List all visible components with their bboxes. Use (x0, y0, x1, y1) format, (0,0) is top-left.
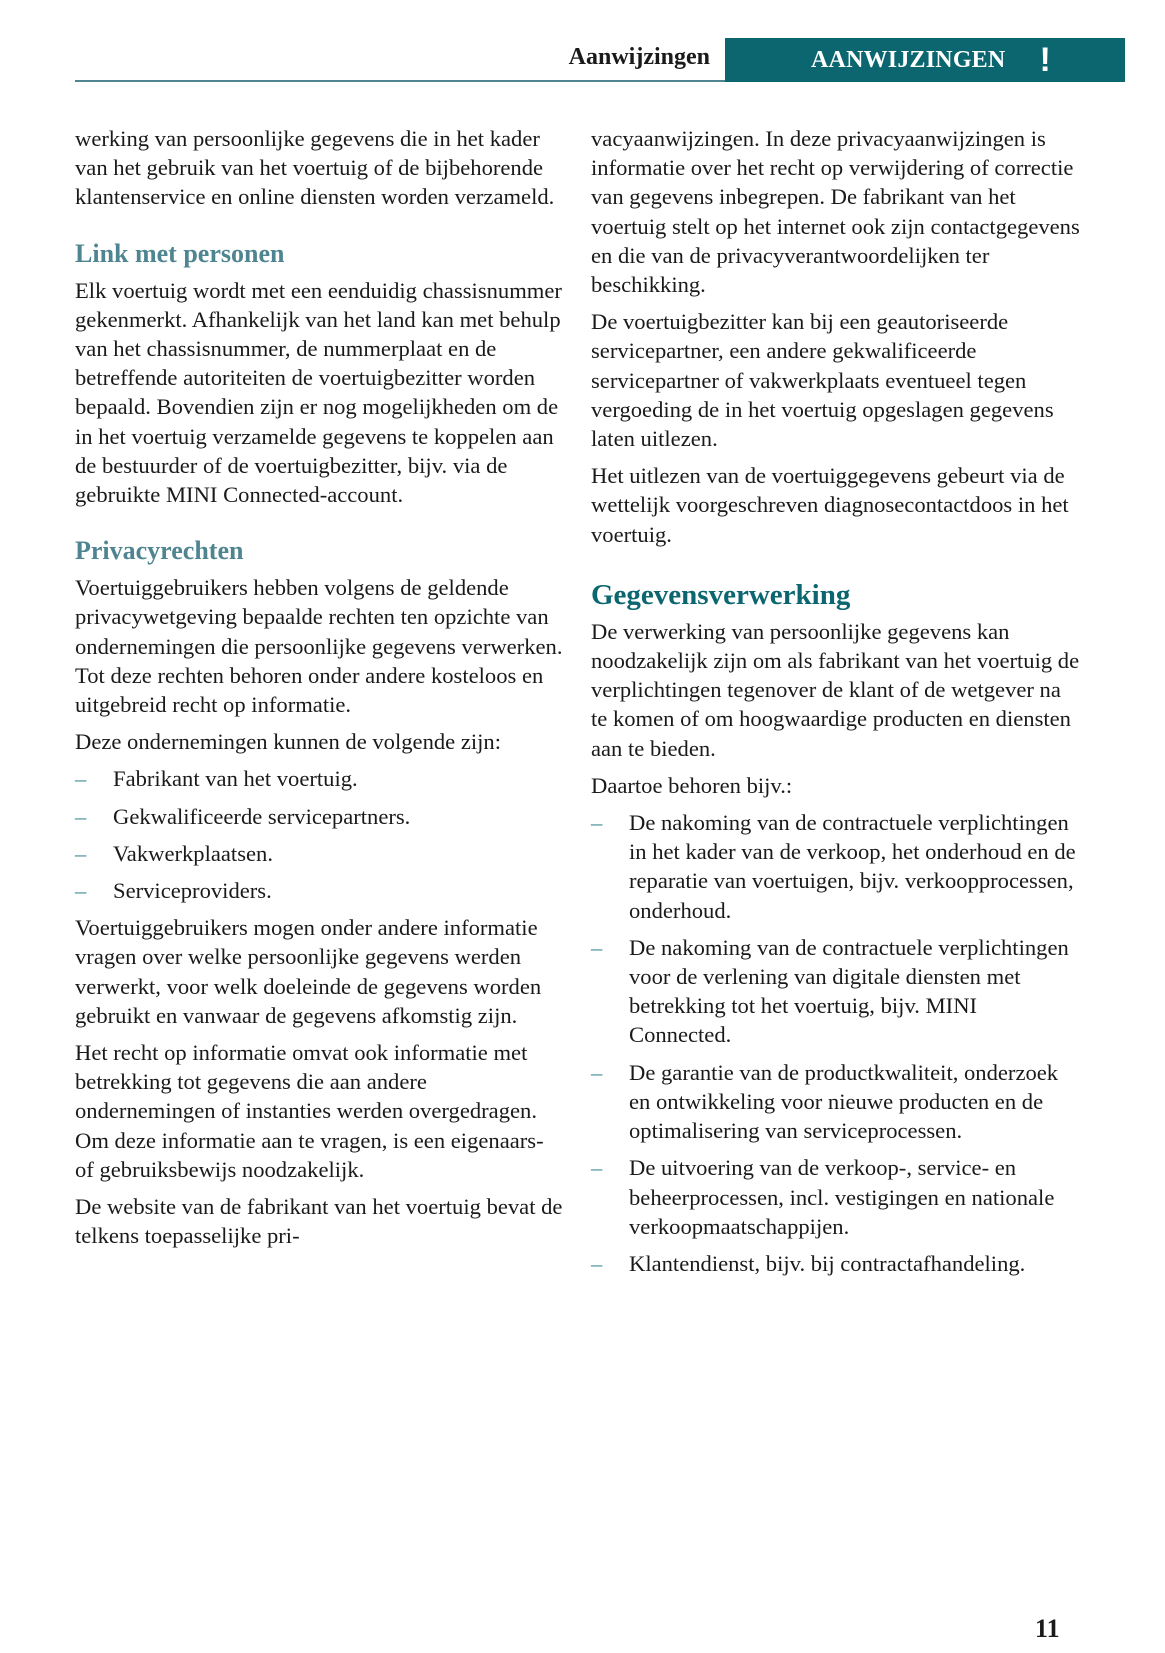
intro-paragraph: werking van persoonlijke gegevens die in het kader van het gebruik van het voertuig of de bijbehorende klantenservice en online diensten worden verzameld. (75, 126, 555, 210)
list-item: – Fabrikant van het voertuig. (75, 764, 565, 793)
chapter-title: AANWIJZINGEN (811, 46, 1006, 73)
dash-bullet-icon: – (75, 766, 87, 792)
heading-privacyrechten: Privacyrechten (75, 536, 244, 566)
list-item: – De uitvoering van de verkoop-, service- en beheerprocessen, incl. vestigingen en nationale verkoopmaatschappijen. (591, 1155, 1055, 1239)
privacy-paragraph-5: De website van de fabrikant van het voertuig bevat de telkens toepasselijke pri- (75, 1194, 563, 1249)
chapter-banner (725, 38, 1125, 82)
right-paragraph-2: De voertuigbezitter kan bij een geautoriseerde servicepartner, een andere gekwalificeerde servicepartner of vakwerkplaats eventueel tegen vergoeding de in het voertuig opgeslagen gegevens laten uitlezen. (591, 309, 1054, 452)
processing-list (591, 808, 1081, 1278)
privacy-paragraph-4: Het recht op informatie omvat ook informatie met betrekking tot gegevens die aan andere ondernemingen of instanties werden overgedragen. Om deze informatie aan te vragen, is een eigenaars- of gebruiksbewijs noodzakelijk. (75, 1040, 544, 1182)
dash-bullet-icon: – (591, 1250, 603, 1276)
privacy-paragraph-3: Voertuiggebruikers mogen onder andere informatie vragen over welke persoonlijke gegevens werden verwerkt, voor welk doeleinde de gegevens worden gebruikt en vanwaar de gegevens afkomstig zijn. (75, 915, 542, 1028)
left-column (75, 124, 565, 1259)
dash-bullet-icon: – (75, 840, 87, 866)
header-rule (75, 80, 727, 82)
exclamation-icon: ! (1039, 41, 1051, 79)
list-item: – Vakwerkplaatsen. (75, 839, 565, 868)
processing-paragraph-2: Daartoe behoren bijv.: (591, 772, 793, 798)
list-item: – De garantie van de productkwaliteit, onderzoek en ontwikkeling voor nieuwe producten en de optimalisering van serviceprocessen. (591, 1059, 1059, 1144)
right-paragraph-3: Het uitlezen van de voertuiggegevens gebeurt via de wettelijk voorgeschreven diagnosecontactdoos in het voertuig. (591, 463, 1069, 547)
page-number: 11 (1035, 1614, 1060, 1643)
right-paragraph-1: vacyaanwijzingen. In deze privacyaanwijzingen is informatie over het recht op verwijdering of correctie van gegevens inbegrepen. De fabrikant van het voertuig stelt op het internet ook zijn contactgegevens en die van de privacyverantwoordelijken ter beschikking. (591, 126, 1080, 298)
section-title: Aanwijzingen (568, 44, 710, 70)
list-item: – De nakoming van de contractuele verplichtingen voor de verlening van digitale diensten met betrekking tot het voertuig, bijv. MINI Connected. (591, 934, 1069, 1048)
privacy-paragraph-1: Voertuiggebruikers hebben volgens de geldende privacywetgeving bepaalde rechten ten opzichte van ondernemingen die persoonlijke gegevens verwerken. Tot deze rechten behoren onder andere kosteloos en uitgebreid recht op informatie. (75, 575, 563, 718)
heading-gegevensverwerking: Gegevensverwerking (591, 578, 851, 611)
dash-bullet-icon: – (591, 1059, 603, 1085)
link-paragraph: Elk voertuig wordt met een eenduidig chassisnummer gekenmerkt. Afhankelijk van het land kan met behulp van het chassisnummer, de nummerplaat en de betreffende autoriteiten de voertuigbezitter worden bepaald. Bovendien zijn er nog mogelijkheden om de in het voertuig verzamelde gegevens te koppelen aan de bestuurder of de voertuigbezitter, bijv. via de gebruikte MINI Connected-account. (75, 277, 562, 508)
dash-bullet-icon: – (75, 878, 87, 904)
dash-bullet-icon: – (591, 934, 603, 960)
processing-paragraph-1: De verwerking van persoonlijke gegevens kan noodzakelijk zijn om als fabrikant van het voertuig de verplichtingen tegenover de klant of de wetgever na te komen of om hoogwaardige producten en diensten aan te bieden. (591, 618, 1080, 761)
dash-bullet-icon: – (591, 1155, 603, 1181)
heading-link-met-personen: Link met personen (75, 238, 285, 268)
right-column (591, 124, 1081, 1286)
list-item: – Serviceproviders. (75, 876, 565, 905)
dash-bullet-icon: – (75, 803, 87, 829)
list-item: – Klantendienst, bijv. bij contractafhandeling. (591, 1249, 1081, 1278)
list-item: – De nakoming van de contractuele verplichtingen in het kader van de verkoop, het onderhoud en de reparatie van voertuigen, bijv. verkoopprocessen, onderhoud. (591, 810, 1076, 923)
privacy-paragraph-2: Deze ondernemingen kunnen de volgende zijn: (75, 729, 501, 755)
dash-bullet-icon: – (591, 810, 603, 836)
list-item: – Gekwalificeerde servicepartners. (75, 802, 565, 831)
companies-list (75, 764, 565, 905)
